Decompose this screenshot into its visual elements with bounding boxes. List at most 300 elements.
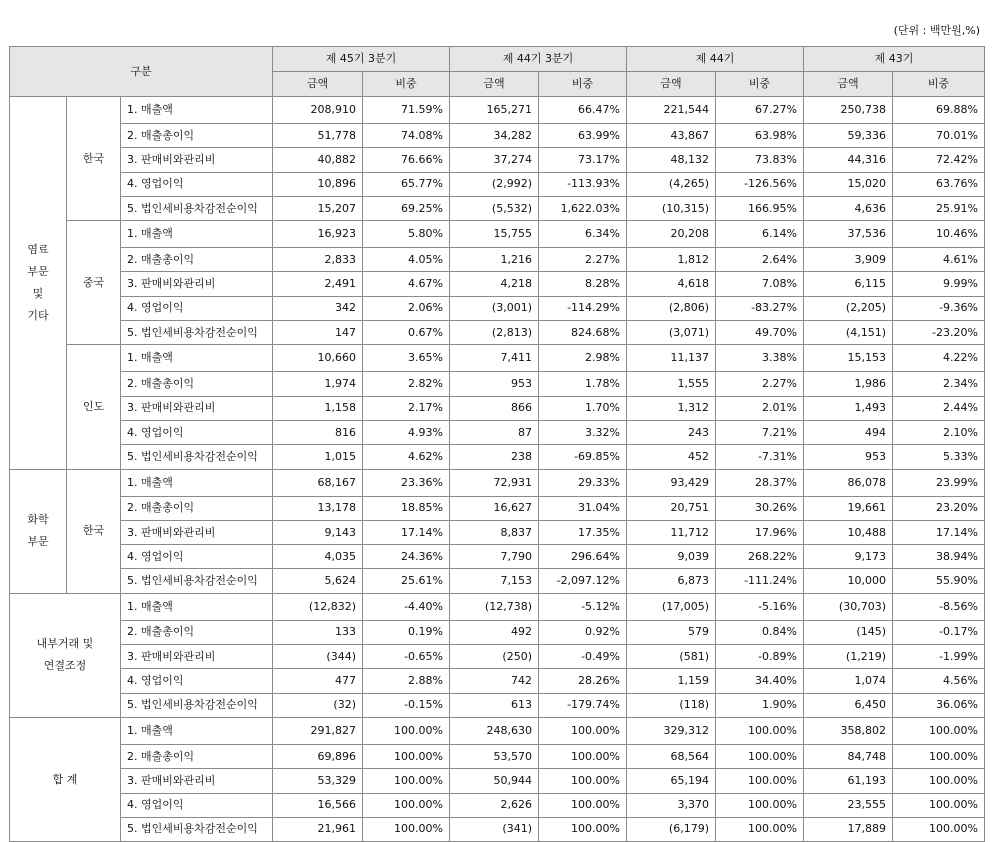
amount-cell: (2,806) xyxy=(627,296,716,320)
ratio-cell: 2.17% xyxy=(363,396,450,420)
amount-cell: 816 xyxy=(273,420,363,444)
ratio-cell: 8.28% xyxy=(539,272,627,296)
header-category: 구분 xyxy=(10,47,273,97)
amount-cell: 53,329 xyxy=(273,769,363,793)
ratio-cell: 17.14% xyxy=(363,520,450,544)
ratio-cell: 5.80% xyxy=(363,221,450,248)
amount-cell: 23,555 xyxy=(804,793,893,817)
amount-cell: 1,812 xyxy=(627,248,716,272)
ratio-cell: 2.27% xyxy=(716,372,804,396)
amount-cell: 15,020 xyxy=(804,172,893,196)
ratio-cell: -1.99% xyxy=(893,645,985,669)
ratio-cell: 17.35% xyxy=(539,520,627,544)
amount-cell: (4,151) xyxy=(804,321,893,345)
item-label: 1. 매출액 xyxy=(121,469,273,496)
amount-cell: 16,923 xyxy=(273,221,363,248)
item-label: 3. 판매비와관리비 xyxy=(121,148,273,172)
header-period: 제 44기 3분기 xyxy=(450,47,627,72)
ratio-cell: 23.36% xyxy=(363,469,450,496)
item-label: 2. 매출총이익 xyxy=(121,124,273,148)
amount-cell: 329,312 xyxy=(627,717,716,744)
ratio-cell: 4.05% xyxy=(363,248,450,272)
item-label: 1. 매출액 xyxy=(121,717,273,744)
amount-cell: 37,536 xyxy=(804,221,893,248)
ratio-cell: -0.65% xyxy=(363,645,450,669)
header-amount: 금액 xyxy=(450,72,539,97)
amount-cell: 15,755 xyxy=(450,221,539,248)
ratio-cell: 36.06% xyxy=(893,693,985,717)
amount-cell: 10,896 xyxy=(273,172,363,196)
table-row xyxy=(10,645,985,669)
amount-cell: 250,738 xyxy=(804,97,893,124)
table-row xyxy=(10,620,985,644)
amount-cell: 6,873 xyxy=(627,569,716,593)
ratio-cell: 100.00% xyxy=(363,744,450,768)
ratio-cell: -5.12% xyxy=(539,593,627,620)
amount-cell: (17,005) xyxy=(627,593,716,620)
ratio-cell: 100.00% xyxy=(716,793,804,817)
ratio-cell: 0.84% xyxy=(716,620,804,644)
item-label: 5. 법인세비용차감전순이익 xyxy=(121,445,273,469)
ratio-cell: 17.96% xyxy=(716,520,804,544)
ratio-cell: 76.66% xyxy=(363,148,450,172)
region-label: 중국 xyxy=(67,221,121,345)
amount-cell: (250) xyxy=(450,645,539,669)
ratio-cell: 100.00% xyxy=(539,817,627,841)
ratio-cell: 49.70% xyxy=(716,321,804,345)
ratio-cell: 1.78% xyxy=(539,372,627,396)
region-label: 인도 xyxy=(67,345,121,469)
amount-cell: 10,000 xyxy=(804,569,893,593)
ratio-cell: -126.56% xyxy=(716,172,804,196)
table-row xyxy=(10,221,985,248)
ratio-cell: 100.00% xyxy=(716,817,804,841)
ratio-cell: 2.10% xyxy=(893,420,985,444)
ratio-cell: 72.42% xyxy=(893,148,985,172)
ratio-cell: 38.94% xyxy=(893,545,985,569)
ratio-cell: 29.33% xyxy=(539,469,627,496)
ratio-cell: 1.90% xyxy=(716,693,804,717)
amount-cell: (3,001) xyxy=(450,296,539,320)
ratio-cell: 824.68% xyxy=(539,321,627,345)
amount-cell: 133 xyxy=(273,620,363,644)
ratio-cell: 7.21% xyxy=(716,420,804,444)
item-label: 4. 영업이익 xyxy=(121,793,273,817)
ratio-cell: -113.93% xyxy=(539,172,627,196)
ratio-cell: 28.26% xyxy=(539,669,627,693)
item-label: 5. 법인세비용차감전순이익 xyxy=(121,196,273,220)
ratio-cell: 100.00% xyxy=(363,793,450,817)
ratio-cell: 63.99% xyxy=(539,124,627,148)
ratio-cell: -0.49% xyxy=(539,645,627,669)
ratio-cell: 100.00% xyxy=(893,744,985,768)
ratio-cell: 6.14% xyxy=(716,221,804,248)
ratio-cell: 25.61% xyxy=(363,569,450,593)
amount-cell: (2,813) xyxy=(450,321,539,345)
table-row xyxy=(10,124,985,148)
table-row xyxy=(10,717,985,744)
amount-cell: 1,555 xyxy=(627,372,716,396)
amount-cell: 342 xyxy=(273,296,363,320)
item-label: 1. 매출액 xyxy=(121,221,273,248)
amount-cell: 44,316 xyxy=(804,148,893,172)
amount-cell: (10,315) xyxy=(627,196,716,220)
table-row xyxy=(10,420,985,444)
table-row xyxy=(10,97,985,124)
amount-cell: 4,218 xyxy=(450,272,539,296)
amount-cell: 953 xyxy=(804,445,893,469)
amount-cell: 7,411 xyxy=(450,345,539,372)
item-label: 2. 매출총이익 xyxy=(121,620,273,644)
ratio-cell: 2.01% xyxy=(716,396,804,420)
region-label: 한국 xyxy=(67,469,121,593)
header-period: 제 44기 xyxy=(627,47,804,72)
table-row xyxy=(10,496,985,520)
ratio-cell: 1.70% xyxy=(539,396,627,420)
table-row xyxy=(10,172,985,196)
ratio-cell: -7.31% xyxy=(716,445,804,469)
ratio-cell: 70.01% xyxy=(893,124,985,148)
ratio-cell: 4.56% xyxy=(893,669,985,693)
item-label: 5. 법인세비용차감전순이익 xyxy=(121,693,273,717)
amount-cell: (145) xyxy=(804,620,893,644)
ratio-cell: 71.59% xyxy=(363,97,450,124)
table-row xyxy=(10,769,985,793)
ratio-cell: 296.64% xyxy=(539,545,627,569)
amount-cell: 87 xyxy=(450,420,539,444)
amount-cell: 16,627 xyxy=(450,496,539,520)
ratio-cell: 63.98% xyxy=(716,124,804,148)
amount-cell: 10,660 xyxy=(273,345,363,372)
ratio-cell: 23.99% xyxy=(893,469,985,496)
amount-cell: (118) xyxy=(627,693,716,717)
table-row xyxy=(10,272,985,296)
amount-cell: 15,207 xyxy=(273,196,363,220)
ratio-cell: 100.00% xyxy=(893,717,985,744)
ratio-cell: -179.74% xyxy=(539,693,627,717)
amount-cell: 477 xyxy=(273,669,363,693)
amount-cell: 248,630 xyxy=(450,717,539,744)
section-label: 합 계 xyxy=(10,717,121,841)
section-label: 화학 부문 xyxy=(10,469,67,593)
header-ratio: 비중 xyxy=(363,72,450,97)
ratio-cell: -0.89% xyxy=(716,645,804,669)
amount-cell: 165,271 xyxy=(450,97,539,124)
unit-note: (단위 : 백만원,%) xyxy=(893,24,980,37)
amount-cell: 452 xyxy=(627,445,716,469)
table-row xyxy=(10,196,985,220)
amount-cell: 17,889 xyxy=(804,817,893,841)
table-row xyxy=(10,248,985,272)
ratio-cell: 66.47% xyxy=(539,97,627,124)
item-label: 3. 판매비와관리비 xyxy=(121,769,273,793)
item-label: 2. 매출총이익 xyxy=(121,248,273,272)
amount-cell: 8,837 xyxy=(450,520,539,544)
table-row xyxy=(10,345,985,372)
ratio-cell: 2.82% xyxy=(363,372,450,396)
table-row xyxy=(10,793,985,817)
item-label: 1. 매출액 xyxy=(121,593,273,620)
amount-cell: 3,370 xyxy=(627,793,716,817)
amount-cell: 579 xyxy=(627,620,716,644)
ratio-cell: 100.00% xyxy=(716,744,804,768)
ratio-cell: 100.00% xyxy=(893,769,985,793)
ratio-cell: 100.00% xyxy=(893,793,985,817)
header-ratio: 비중 xyxy=(539,72,627,97)
amount-cell: 93,429 xyxy=(627,469,716,496)
item-label: 4. 영업이익 xyxy=(121,420,273,444)
item-label: 1. 매출액 xyxy=(121,97,273,124)
table-row xyxy=(10,372,985,396)
financial-table xyxy=(9,46,985,842)
amount-cell: 19,661 xyxy=(804,496,893,520)
amount-cell: (6,179) xyxy=(627,817,716,841)
ratio-cell: 100.00% xyxy=(363,817,450,841)
table-row xyxy=(10,396,985,420)
header-ratio: 비중 xyxy=(716,72,804,97)
table-row xyxy=(10,693,985,717)
item-label: 2. 매출총이익 xyxy=(121,744,273,768)
amount-cell: 2,626 xyxy=(450,793,539,817)
ratio-cell: 1,622.03% xyxy=(539,196,627,220)
amount-cell: 953 xyxy=(450,372,539,396)
ratio-cell: 9.99% xyxy=(893,272,985,296)
amount-cell: 51,778 xyxy=(273,124,363,148)
amount-cell: 6,450 xyxy=(804,693,893,717)
ratio-cell: -83.27% xyxy=(716,296,804,320)
ratio-cell: 100.00% xyxy=(539,769,627,793)
ratio-cell: -0.17% xyxy=(893,620,985,644)
ratio-cell: 7.08% xyxy=(716,272,804,296)
amount-cell: 11,137 xyxy=(627,345,716,372)
ratio-cell: -9.36% xyxy=(893,296,985,320)
section-label: 염료 부문 및 기타 xyxy=(10,97,67,470)
ratio-cell: -69.85% xyxy=(539,445,627,469)
amount-cell: 2,833 xyxy=(273,248,363,272)
amount-cell: 1,986 xyxy=(804,372,893,396)
amount-cell: (4,265) xyxy=(627,172,716,196)
amount-cell: 37,274 xyxy=(450,148,539,172)
item-label: 5. 법인세비용차감전순이익 xyxy=(121,817,273,841)
header-ratio: 비중 xyxy=(893,72,985,97)
item-label: 4. 영업이익 xyxy=(121,669,273,693)
ratio-cell: 4.62% xyxy=(363,445,450,469)
amount-cell: 4,618 xyxy=(627,272,716,296)
amount-cell: 20,751 xyxy=(627,496,716,520)
amount-cell: (341) xyxy=(450,817,539,841)
ratio-cell: 31.04% xyxy=(539,496,627,520)
ratio-cell: 18.85% xyxy=(363,496,450,520)
table-row xyxy=(10,148,985,172)
table-row xyxy=(10,469,985,496)
ratio-cell: 4.67% xyxy=(363,272,450,296)
ratio-cell: 6.34% xyxy=(539,221,627,248)
amount-cell: 1,493 xyxy=(804,396,893,420)
amount-cell: 494 xyxy=(804,420,893,444)
item-label: 3. 판매비와관리비 xyxy=(121,272,273,296)
ratio-cell: 2.88% xyxy=(363,669,450,693)
item-label: 4. 영업이익 xyxy=(121,296,273,320)
ratio-cell: -23.20% xyxy=(893,321,985,345)
amount-cell: 7,790 xyxy=(450,545,539,569)
ratio-cell: 17.14% xyxy=(893,520,985,544)
amount-cell: 16,566 xyxy=(273,793,363,817)
ratio-cell: -8.56% xyxy=(893,593,985,620)
amount-cell: 4,636 xyxy=(804,196,893,220)
ratio-cell: 100.00% xyxy=(893,817,985,841)
amount-cell: 1,312 xyxy=(627,396,716,420)
table-row xyxy=(10,520,985,544)
item-label: 5. 법인세비용차감전순이익 xyxy=(121,321,273,345)
header-amount: 금액 xyxy=(273,72,363,97)
amount-cell: 3,909 xyxy=(804,248,893,272)
table-row xyxy=(10,593,985,620)
ratio-cell: -0.15% xyxy=(363,693,450,717)
ratio-cell: 73.83% xyxy=(716,148,804,172)
ratio-cell: 34.40% xyxy=(716,669,804,693)
amount-cell: (2,992) xyxy=(450,172,539,196)
ratio-cell: 100.00% xyxy=(716,717,804,744)
ratio-cell: 69.88% xyxy=(893,97,985,124)
ratio-cell: 4.93% xyxy=(363,420,450,444)
amount-cell: 613 xyxy=(450,693,539,717)
ratio-cell: 2.64% xyxy=(716,248,804,272)
table-row xyxy=(10,296,985,320)
ratio-cell: -5.16% xyxy=(716,593,804,620)
amount-cell: 1,015 xyxy=(273,445,363,469)
amount-cell: 1,074 xyxy=(804,669,893,693)
table-row xyxy=(10,569,985,593)
amount-cell: (12,738) xyxy=(450,593,539,620)
item-label: 2. 매출총이익 xyxy=(121,372,273,396)
item-label: 1. 매출액 xyxy=(121,345,273,372)
amount-cell: 11,712 xyxy=(627,520,716,544)
amount-cell: 147 xyxy=(273,321,363,345)
amount-cell: 48,132 xyxy=(627,148,716,172)
amount-cell: 1,158 xyxy=(273,396,363,420)
ratio-cell: 268.22% xyxy=(716,545,804,569)
amount-cell: 6,115 xyxy=(804,272,893,296)
amount-cell: 9,039 xyxy=(627,545,716,569)
amount-cell: (30,703) xyxy=(804,593,893,620)
amount-cell: 9,173 xyxy=(804,545,893,569)
amount-cell: 65,194 xyxy=(627,769,716,793)
ratio-cell: 100.00% xyxy=(363,717,450,744)
ratio-cell: 4.22% xyxy=(893,345,985,372)
amount-cell: (344) xyxy=(273,645,363,669)
amount-cell: 5,624 xyxy=(273,569,363,593)
amount-cell: 20,208 xyxy=(627,221,716,248)
amount-cell: 1,216 xyxy=(450,248,539,272)
item-label: 3. 판매비와관리비 xyxy=(121,520,273,544)
table-row xyxy=(10,445,985,469)
ratio-cell: 100.00% xyxy=(716,769,804,793)
ratio-cell: 69.25% xyxy=(363,196,450,220)
amount-cell: 208,910 xyxy=(273,97,363,124)
ratio-cell: -111.24% xyxy=(716,569,804,593)
amount-cell: 1,974 xyxy=(273,372,363,396)
ratio-cell: -2,097.12% xyxy=(539,569,627,593)
amount-cell: 358,802 xyxy=(804,717,893,744)
item-label: 2. 매출총이익 xyxy=(121,496,273,520)
item-label: 4. 영업이익 xyxy=(121,545,273,569)
table-body xyxy=(10,97,985,842)
ratio-cell: 0.92% xyxy=(539,620,627,644)
amount-cell: 13,178 xyxy=(273,496,363,520)
ratio-cell: 2.34% xyxy=(893,372,985,396)
ratio-cell: 24.36% xyxy=(363,545,450,569)
ratio-cell: 23.20% xyxy=(893,496,985,520)
amount-cell: 4,035 xyxy=(273,545,363,569)
ratio-cell: 100.00% xyxy=(539,793,627,817)
amount-cell: 742 xyxy=(450,669,539,693)
ratio-cell: 25.91% xyxy=(893,196,985,220)
ratio-cell: 3.65% xyxy=(363,345,450,372)
ratio-cell: 3.38% xyxy=(716,345,804,372)
amount-cell: 86,078 xyxy=(804,469,893,496)
ratio-cell: 166.95% xyxy=(716,196,804,220)
amount-cell: 50,944 xyxy=(450,769,539,793)
amount-cell: 84,748 xyxy=(804,744,893,768)
amount-cell: 21,961 xyxy=(273,817,363,841)
ratio-cell: 2.27% xyxy=(539,248,627,272)
region-label: 한국 xyxy=(67,97,121,221)
table-row xyxy=(10,817,985,841)
amount-cell: 866 xyxy=(450,396,539,420)
amount-cell: 59,336 xyxy=(804,124,893,148)
ratio-cell: 2.06% xyxy=(363,296,450,320)
amount-cell: 243 xyxy=(627,420,716,444)
table-row xyxy=(10,321,985,345)
ratio-cell: 100.00% xyxy=(539,717,627,744)
amount-cell: 40,882 xyxy=(273,148,363,172)
ratio-cell: 65.77% xyxy=(363,172,450,196)
amount-cell: 238 xyxy=(450,445,539,469)
ratio-cell: 28.37% xyxy=(716,469,804,496)
table-header xyxy=(10,47,985,97)
ratio-cell: 2.98% xyxy=(539,345,627,372)
amount-cell: 61,193 xyxy=(804,769,893,793)
ratio-cell: 73.17% xyxy=(539,148,627,172)
amount-cell: 72,931 xyxy=(450,469,539,496)
header-period: 제 45기 3분기 xyxy=(273,47,450,72)
amount-cell: (2,205) xyxy=(804,296,893,320)
ratio-cell: 100.00% xyxy=(363,769,450,793)
amount-cell: 2,491 xyxy=(273,272,363,296)
amount-cell: 34,282 xyxy=(450,124,539,148)
amount-cell: 9,143 xyxy=(273,520,363,544)
amount-cell: 53,570 xyxy=(450,744,539,768)
ratio-cell: 67.27% xyxy=(716,97,804,124)
header-amount: 금액 xyxy=(804,72,893,97)
header-period: 제 43기 xyxy=(804,47,985,72)
amount-cell: (3,071) xyxy=(627,321,716,345)
ratio-cell: 0.67% xyxy=(363,321,450,345)
ratio-cell: 30.26% xyxy=(716,496,804,520)
item-label: 4. 영업이익 xyxy=(121,172,273,196)
ratio-cell: 0.19% xyxy=(363,620,450,644)
ratio-cell: 63.76% xyxy=(893,172,985,196)
table-row xyxy=(10,744,985,768)
amount-cell: 68,564 xyxy=(627,744,716,768)
amount-cell: 221,544 xyxy=(627,97,716,124)
amount-cell: 15,153 xyxy=(804,345,893,372)
amount-cell: 1,159 xyxy=(627,669,716,693)
amount-cell: (581) xyxy=(627,645,716,669)
item-label: 3. 판매비와관리비 xyxy=(121,645,273,669)
ratio-cell: 2.44% xyxy=(893,396,985,420)
ratio-cell: 74.08% xyxy=(363,124,450,148)
